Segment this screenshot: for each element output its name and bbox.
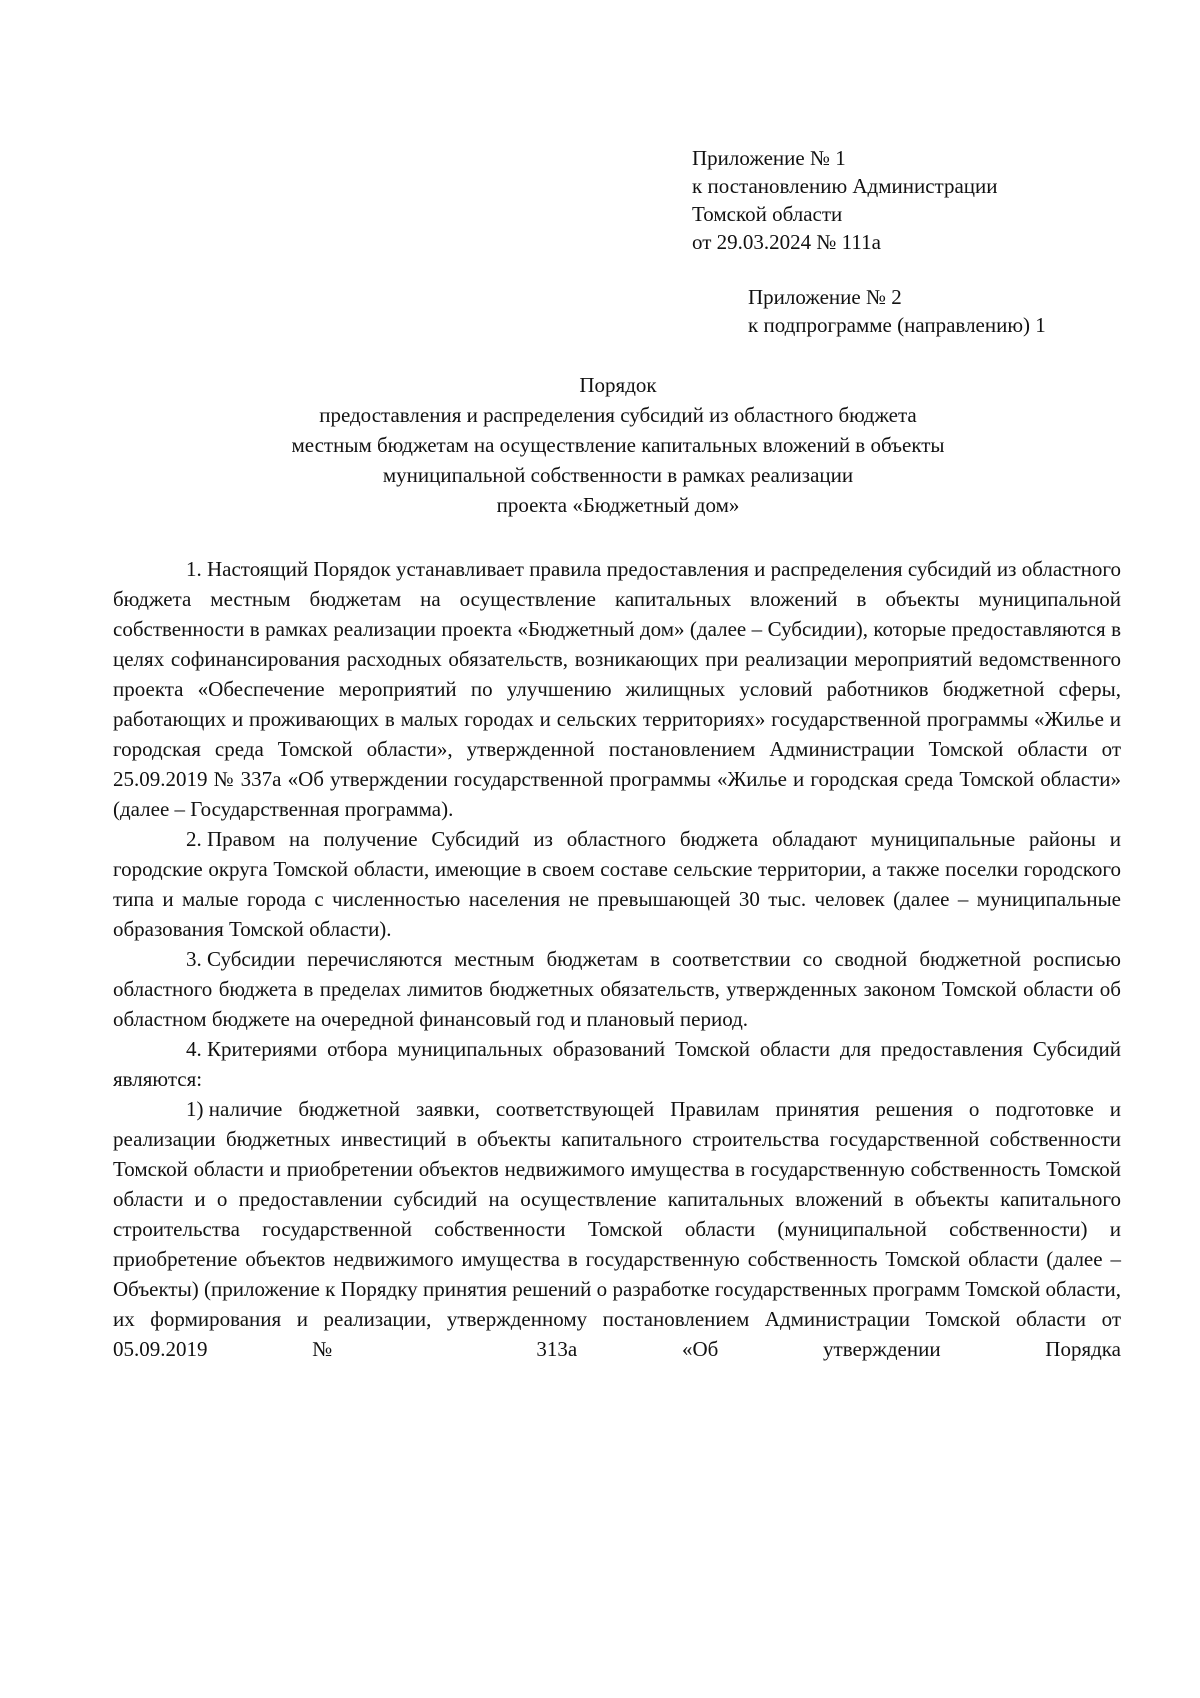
appendix-2-line: к подпрограмме (направлению) 1 bbox=[748, 313, 1046, 337]
document-title bbox=[110, 370, 1126, 520]
title-line: муниципальной собственности в рамках реализации bbox=[382, 463, 854, 487]
paragraph-number: 1) bbox=[186, 1097, 204, 1121]
title-line: проекта «Бюджетный дом» bbox=[496, 493, 740, 517]
paragraph-number: 1. bbox=[186, 557, 202, 581]
document-body bbox=[113, 554, 1121, 1364]
paragraph-3 bbox=[113, 944, 1121, 1034]
title-line: местным бюджетам на осуществление капитальных вложений в объекты bbox=[291, 433, 945, 457]
title-line: предоставления и распределения субсидий из областного бюджета bbox=[319, 403, 917, 427]
paragraph-text: Правом на получение Субсидий из областного бюджета обладают муниципальные районы и городские округа Томской области, имеющие в своем составе сельские территории, а также поселки городского типа и малые города с численностью населения не превышающей 30 тыс. человек (далее – муниципальные образования Томской области). bbox=[113, 827, 1121, 941]
appendix-1-line: Томской области bbox=[692, 202, 843, 226]
paragraph-text: Критериями отбора муниципальных образований Томской области для предоставления Субсидий являются: bbox=[113, 1037, 1121, 1091]
paragraph-text: наличие бюджетной заявки, соответствующей Правилам принятия решения о подготовке и реализации бюджетных инвестиций в объекты капитального строительства государственной собственности Томской области и приобретении объектов недвижимого имущества в государственную собственность Томской области и о предоставлении субсидий на осуществление капитальных вложений в объекты капитального строительства государственной собственности Томской области (муниципальной собственности) и приобретение объектов недвижимого имущества в государственную собственность Томской области (далее – Объекты) (приложение к Порядку принятия решений о разработке государственных программ Томской области, их формирования и реализации, утвержденному постановлением Администрации Томской области от 05.09.2019 № 313а «Об утверждении Порядка bbox=[113, 1097, 1121, 1361]
paragraph-number: 2. bbox=[186, 827, 202, 851]
appendix-1-line: к постановлению Администрации bbox=[692, 174, 998, 198]
appendix-1-block bbox=[692, 144, 998, 256]
appendix-2-line: Приложение № 2 bbox=[748, 285, 902, 309]
subparagraph-1 bbox=[113, 1094, 1121, 1364]
paragraph-number: 4. bbox=[186, 1037, 202, 1061]
paragraph-2 bbox=[113, 824, 1121, 944]
appendix-1-line: от 29.03.2024 № 111а bbox=[692, 230, 881, 254]
title-heading: Порядок bbox=[579, 373, 657, 397]
paragraph-4 bbox=[113, 1034, 1121, 1094]
paragraph-1 bbox=[113, 554, 1121, 824]
appendix-2-block bbox=[748, 283, 1046, 339]
appendix-1-line: Приложение № 1 bbox=[692, 146, 846, 170]
paragraph-text: Настоящий Порядок устанавливает правила предоставления и распределения субсидий из областного бюджета местным бюджетам на осуществление капитальных вложений в объекты муниципальной собственности в рамках реализации проекта «Бюджетный дом» (далее – Субсидии), которые предоставляются в целях софинансирования расходных обязательств, возникающих при реализации мероприятий ведомственного проекта «Обеспечение мероприятий по улучшению жилищных условий работников бюджетной сферы, работающих и проживающих в малых городах и сельских территориях» государственной программы «Жилье и городская среда Томской области», утвержденной постановлением Администрации Томской области от 25.09.2019 № 337а «Об утверждении государственной программы «Жилье и городская среда Томской области» (далее – Государственная программа). bbox=[113, 557, 1121, 821]
paragraph-text: Субсидии перечисляются местным бюджетам в соответствии со сводной бюджетной росписью областного бюджета в пределах лимитов бюджетных обязательств, утвержденных законом Томской области об областном бюджете на очередной финансовый год и плановый период. bbox=[113, 947, 1121, 1031]
paragraph-number: 3. bbox=[186, 947, 202, 971]
